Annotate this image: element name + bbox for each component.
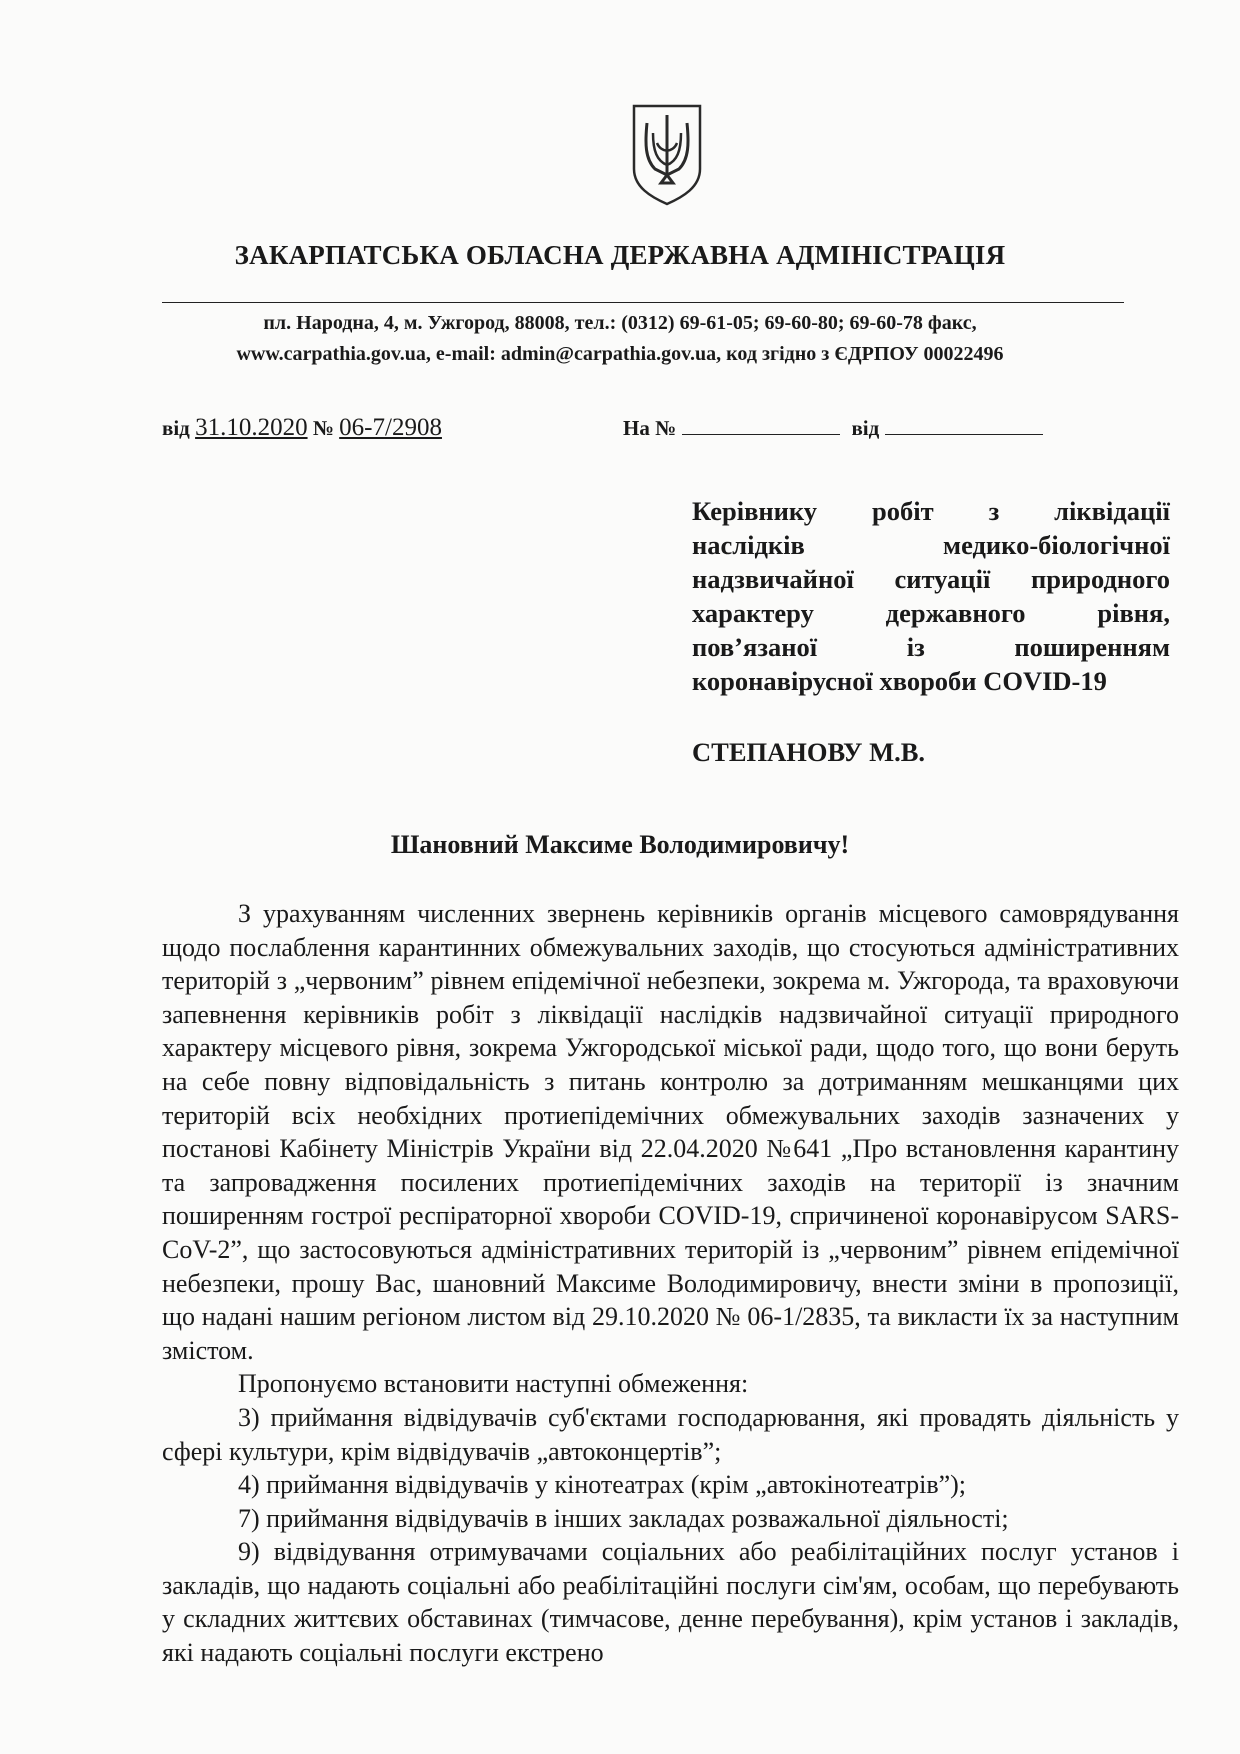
addressee-line: характеру державного рівня, — [692, 598, 1170, 628]
addressee-block — [692, 494, 1170, 769]
address-line: пл. Народна, 4, м. Ужгород, 88008, тел.: (0312) 69-61-05; 69-60-80; 69-60-78 факс, — [263, 312, 977, 334]
outgoing-number: 06-7/2908 — [339, 414, 442, 441]
letter-body — [162, 897, 1179, 1670]
contacts-line: www.carpathia.gov.ua, e-mail: admin@carpathia.gov.ua, код згідно з ЄДРПОУ 00022496 — [236, 343, 1004, 365]
restriction-item: 9) відвідування отримувачами соціальних або реабілітаційних послуг установ і закладів, що надають соціальні або реабілітаційні послуги сім'ям, особам, що перебувають у складних життєвих обставинах (тимчасове, денне перебування), крім установ і закладів, які надають соціальні послуги екстрено — [162, 1537, 1179, 1668]
organization-title: ЗАКАРПАТСЬКА ОБЛАСНА ДЕРЖАВНА АДМІНІСТРАЦІЯ — [234, 240, 1006, 270]
reply-date-label: від — [851, 416, 880, 440]
body-paragraph: Пропонуємо встановити наступні обмеження: — [238, 1369, 749, 1399]
reply-number-label: На № — [623, 416, 677, 440]
addressee-line: надзвичайної ситуації природного — [692, 564, 1170, 594]
organization-contacts — [0, 308, 1240, 370]
header-divider — [162, 302, 1124, 303]
addressee-line: пов’язаної із поширенням — [692, 632, 1170, 662]
restriction-item: 3) приймання відвідувачів суб'єктами господарювання, які провадять діяльність у сфері культури, крім відвідувачів „автоконцертів”; — [162, 1402, 1179, 1466]
addressee-name: СТЕПАНОВУ М.В. — [692, 737, 926, 767]
reply-date-blank — [885, 414, 1043, 435]
incoming-reference — [623, 414, 1049, 441]
outgoing-date: 31.10.2020 — [195, 414, 308, 441]
body-paragraph: З урахуванням численних звернень керівників органів місцевого самоврядування щодо послаблення карантинних обмежувальних заходів, що стосуються адміністративних територій з „червоним” рівнем епідемічної небезпеки, зокрема м. Ужгорода, та враховуючи запевнення керівників робіт з ліквідації наслідків надзвичайної ситуації природного характеру місцевого рівня, зокрема Ужгородської міської ради, щодо того, що вони беруть на себе повну відповідальність з питань контролю за дотриманням мешканцями цих територій всіх необхідних протиепідемічних обмежувальних заходів зазначених у постанові Кабінету Міністрів України від 22.04.2020 №641 „Про встановлення карантину та запровадження посилених протиепідемічних заходів на території із значним поширенням гострої респіраторної хвороби COVID-19, спричиненої коронавірусом SARS-CoV-2”, що застосовуються адміністративних територій із „червоним” рівнем епідемічної небезпеки, прошу Вас, шановний Максиме Володимировичу, внести зміни в пропозиції, що надані нашим регіоном листом від 29.10.2020 № 06-1/2835, та викласти їх за наступним змістом. — [162, 899, 1179, 1365]
coat-of-arms-icon — [631, 103, 703, 207]
restriction-item: 7) приймання відвідувачів в інших закладах розважальної діяльності; — [238, 1503, 1009, 1533]
outgoing-reference — [162, 414, 442, 442]
number-label: № — [312, 416, 334, 440]
addressee-line: Керівнику робіт з ліквідації — [692, 496, 1170, 526]
addressee-line: наслідків медико-біологічної — [692, 530, 1170, 560]
reply-number-blank — [682, 414, 840, 435]
from-label: від — [162, 416, 190, 440]
addressee-line: коронавірусної хвороби COVID-19 — [692, 666, 1107, 696]
salutation: Шановний Максиме Володимировичу! — [390, 830, 850, 859]
restriction-item: 4) приймання відвідувачів у кінотеатрах (крім „автокінотеатрів”); — [238, 1470, 967, 1500]
